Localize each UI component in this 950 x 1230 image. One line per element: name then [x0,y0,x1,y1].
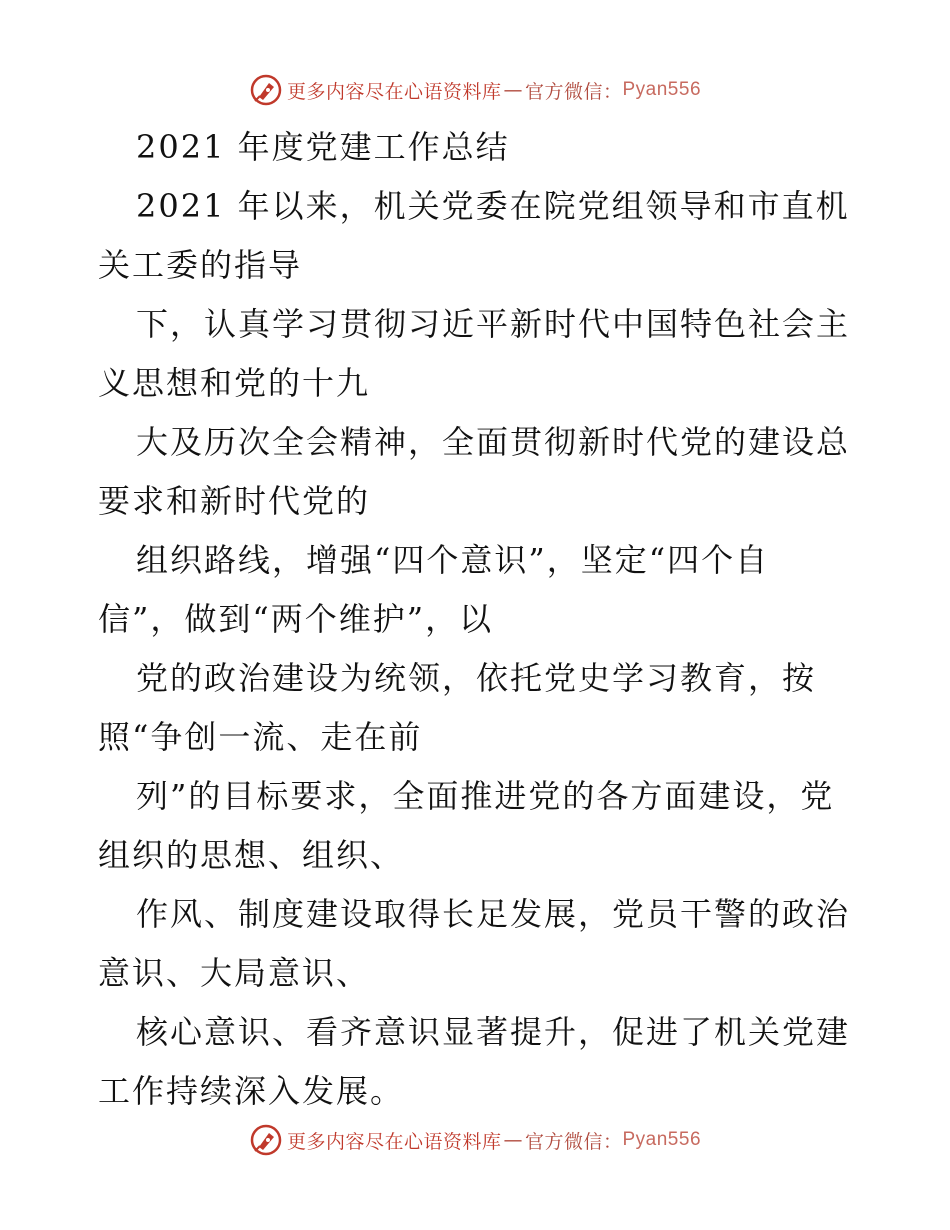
pen-nib-logo-icon [249,73,283,107]
text-line: 党的政治建设为统领，依托党史学习教育，按 [136,659,817,697]
watermark-separator: — [503,1129,523,1151]
watermark-wechat-id: Pyan556 [622,79,702,100]
text-line: 组织路线，增强“四个意识”，坚定“四个自 [136,541,770,579]
text-line: 信”，做到“两个维护”，以 [98,600,494,638]
text-line: 要求和新时代党的 [98,482,371,520]
watermark-wechat-label: 官方微信： [524,80,623,103]
text-line: 大及历次全会精神，全面贯彻新时代党的建设总 [136,423,851,461]
text-line: 核心意识、看齐意识显著提升，促进了机关党建 [136,1013,851,1051]
text-line: 2021 年以来，机关党委在院党组领导和市直机 [136,187,850,225]
watermark-wechat-label: 官方微信： [524,1130,623,1153]
text-line: 组织的思想、组织、 [98,836,405,874]
document-body [98,118,868,1121]
text-line: 作风、制度建设取得长足发展，党员干警的政治 [136,895,851,933]
pen-nib-logo-icon [249,1123,283,1157]
text-line: 意识、大局意识、 [98,954,371,992]
text-line: 关工委的指导 [98,246,303,284]
watermark-main-text: 更多内容尽在心语资料库 [286,80,502,103]
text-line: 下，认真学习贯彻习近平新时代中国特色社会主 [136,305,851,343]
watermark-separator: — [503,79,523,101]
document-title: 2021 年度党建工作总结 [136,128,510,166]
footer-watermark [0,1120,950,1160]
text-line: 照“争创一流、走在前 [98,718,423,756]
header-watermark [0,70,950,110]
text-line: 工作持续深入发展。 [98,1072,405,1110]
text-line: 列”的目标要求，全面推进党的各方面建设，党 [136,777,835,815]
text-line: 义思想和党的十九 [98,364,371,402]
watermark-main-text: 更多内容尽在心语资料库 [286,1130,502,1153]
watermark-wechat-id: Pyan556 [622,1129,702,1150]
